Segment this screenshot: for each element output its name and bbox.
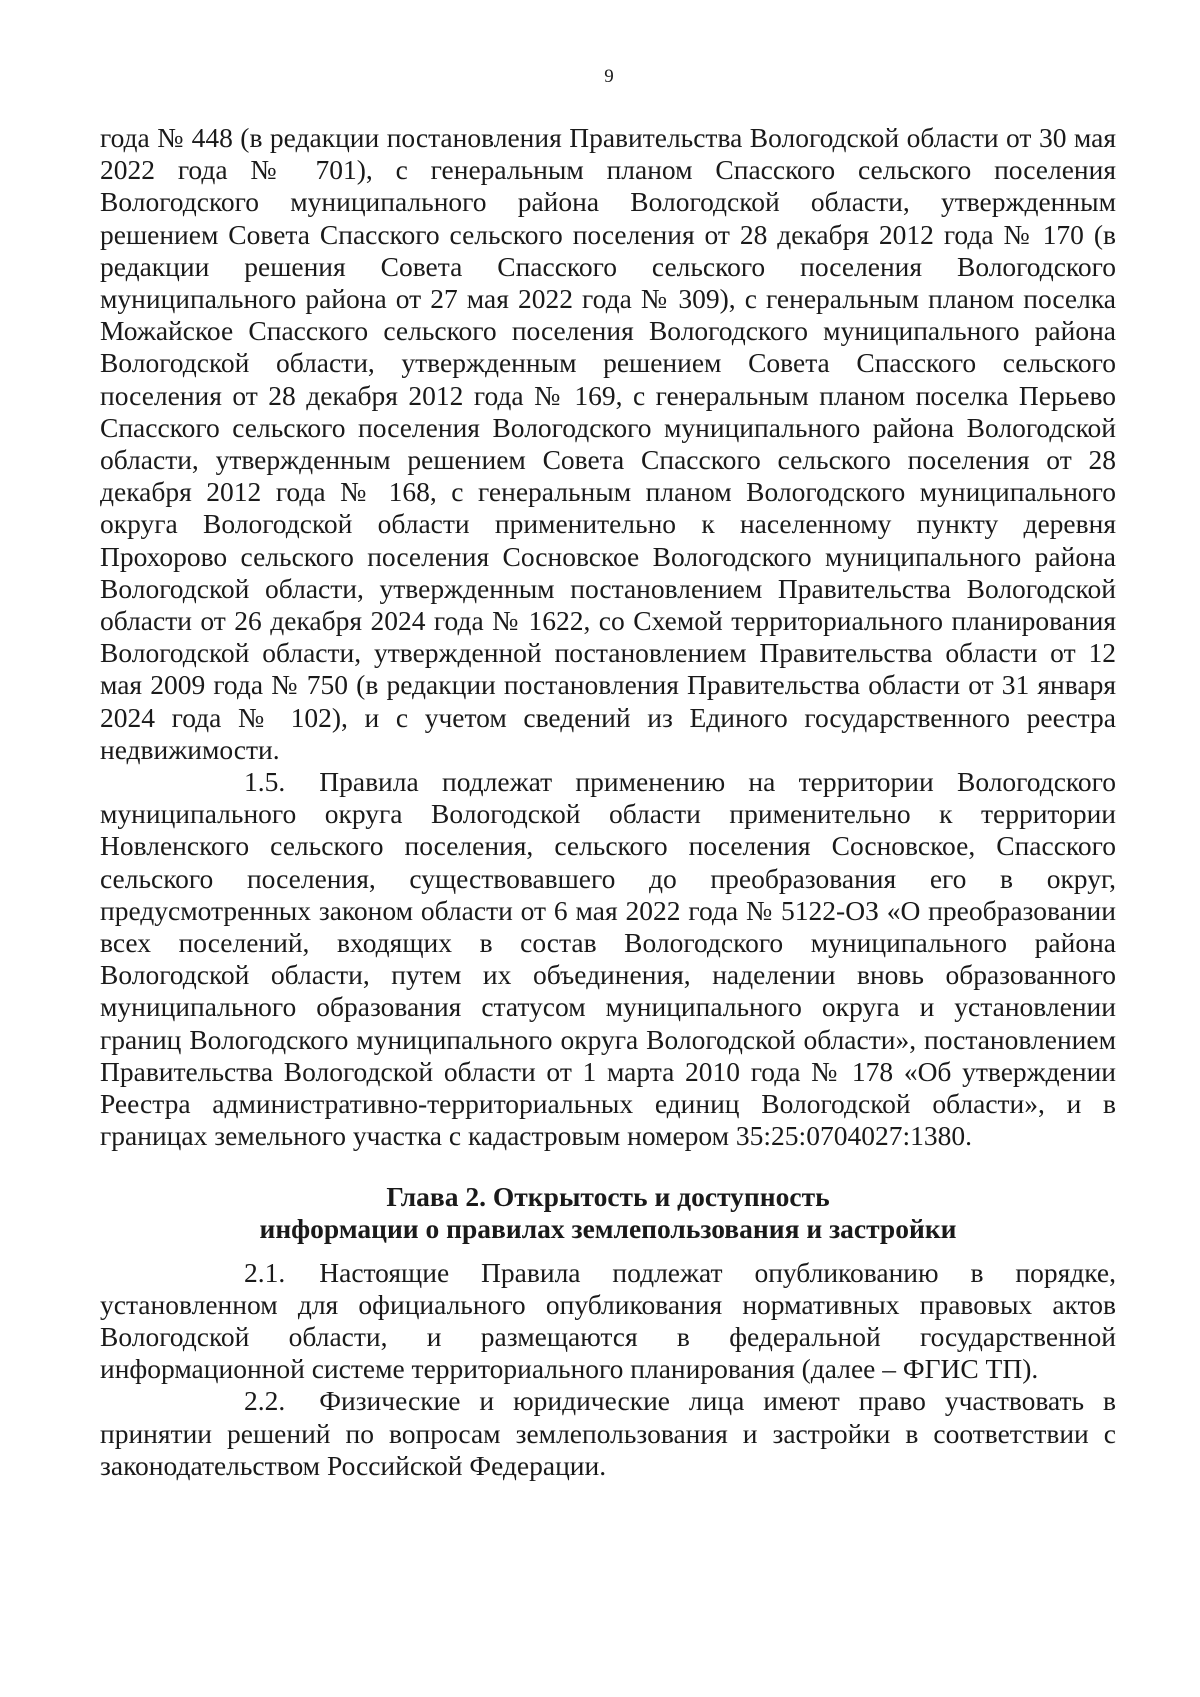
- paragraph-2-2: [100, 1385, 1116, 1482]
- chapter-title-line-1: Глава 2. Открытость и доступность: [386, 1180, 830, 1212]
- paragraph-continued: года № 448 (в редакции постановления Правительства Вологодской области от 30 мая 2022 года № 701), с генеральным планом Спасского сельского поселения Вологодского муниципального района Вологодской области, утвержденным решением Совета Спасского сельского поселения от 28 декабря 2012 года № 170 (в редакции решения Совета Спасского сельского поселения Вологодского муниципального района от 27 мая 2022 года № 309), с генеральным планом поселка Можайское Спасского сельского поселения Вологодского муниципального района Вологодской области, утвержденным решением Совета Спасского сельского поселения от 28 декабря 2012 года № 169, с генеральным планом поселка Перьево Спасского сельского поселения Вологодского муниципального района Вологодской области, утвержденным решением Совета Спасского сельского поселения от 28 декабря 2012 года № 168, с генеральным планом Вологодского муниципального округа Вологодской области применительно к населенному пункту деревня Прохорово сельского поселения Сосновское Вологодского муниципального района Вологодской области, утвержденным постановлением Правительства Вологодской области от 26 декабря 2024 года № 1622, со Схемой территориального планирования Вологодской области, утвержденной постановлением Правительства области от 12 мая 2009 года № 750 (в редакции постановления Правительства области от 31 января 2024 года № 102), и с учетом сведений из Единого государственного реестра недвижимости.: [100, 122, 1116, 765]
- page-number: 9: [604, 66, 614, 87]
- paragraph-1-5: [100, 766, 1116, 1152]
- clause-text: Правила подлежат применению на территории Вологодского муниципального округа Вологодской области применительно к территории Новленского сельского поселения, сельского поселения Сосновское, Спасского сельского поселения, существовавшего до преобразования его в округ, предусмотренных законом области от 6 мая 2022 года № 5122-ОЗ «О преобразовании всех поселений, входящих в состав Вологодского муниципального района Вологодской области, путем их объединения, наделении вновь образованного муниципального образования статусом муниципального округа и установлении границ Вологодского муниципального округа Вологодской области», постановлением Правительства Вологодской области от 1 марта 2010 года № 178 «Об утверждении Реестра административно-территориальных единиц Вологодской области», и в границах земельного участка с кадастровым номером 35:25:0704027:1380.: [100, 766, 1116, 1152]
- clause-number: 1.5.: [244, 766, 286, 798]
- paragraph-2-1: [100, 1257, 1116, 1386]
- chapter-title-line-2: информации о правилах землепользования и застройки: [259, 1212, 957, 1244]
- clause-text: Физические и юридические лица имеют право участвовать в принятии решений по вопросам землепользования и застройки в соответствии с законодательством Российской Федерации.: [100, 1385, 1116, 1481]
- clause-number: 2.2.: [244, 1385, 286, 1417]
- chapter-title: [100, 1181, 1116, 1245]
- document-body: [100, 122, 1116, 1482]
- clause-text: Настоящие Правила подлежат опубликованию в порядке, установленном для официального опубликования нормативных правовых актов Вологодской области, и размещаются в федеральной государственной информационной системе территориального планирования (далее – ФГИС ТП).: [100, 1256, 1116, 1385]
- chapter-heading: [100, 1181, 1116, 1245]
- clause-number: 2.1.: [244, 1256, 286, 1288]
